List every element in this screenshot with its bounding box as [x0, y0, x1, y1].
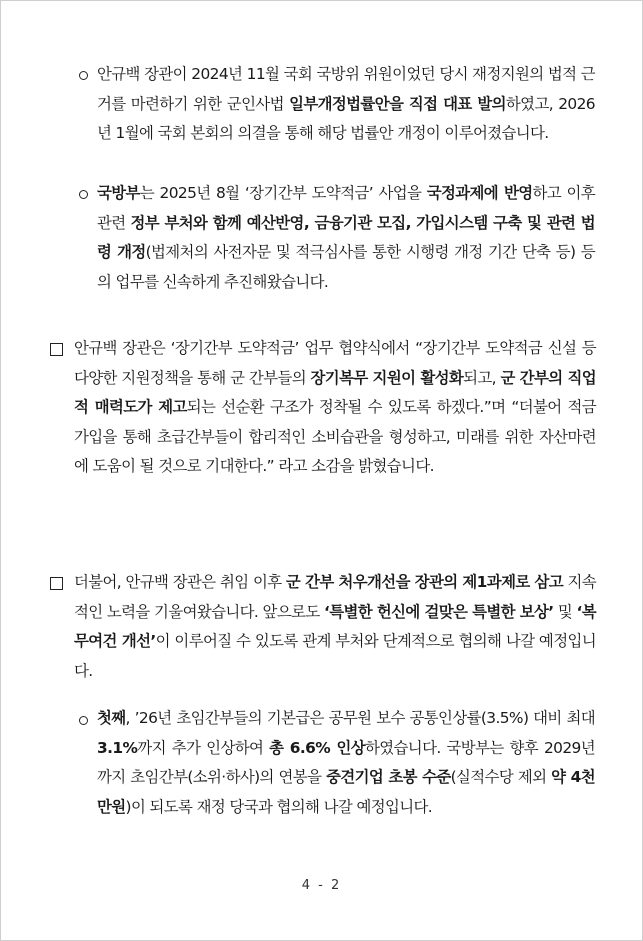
bold-text-run: 군 간부 처우개선을 장관의 제1과제로 삼고 — [285, 573, 564, 591]
text-run: , ’26년 초임간부들의 기본급은 공무원 보수 공통인상률(3.5%) 대비 최대 — [125, 709, 595, 727]
page-number: 4 - 2 — [301, 878, 342, 893]
circle-bullet — [79, 71, 88, 80]
bold-text-run: 3.1% — [97, 738, 138, 757]
bold-text-run: 총 6.6% 인상 — [269, 738, 365, 757]
text-run: (실적수당 제외 — [450, 768, 552, 787]
text-run: 하고 이후 관련 — [97, 184, 595, 232]
square-bullet — [50, 343, 63, 356]
text-run: 는 2025년 8월 ‘장기간부 도약적금’ 사업을 — [139, 184, 427, 202]
text-run: (법제처의 사전자문 및 적극심사를 통한 시행령 개정 기간 단축 등) 등의 업무를 신속하게 추진해왔습니다. — [97, 243, 595, 291]
bold-text-run: 군 간부의 직업적 매력도가 제고 — [74, 368, 596, 417]
bold-text-run: ‘특별한 헌신에 걸맞은 특별한 보상’ — [323, 602, 554, 621]
bold-text-run: 약 4천만원 — [97, 768, 595, 816]
text-run: 더불어, 안규백 장관은 취임 이후 — [74, 573, 286, 591]
section-paragraph — [74, 568, 596, 686]
bold-text-run: 국정과제에 반영 — [426, 184, 533, 202]
circle-bullet — [79, 190, 88, 199]
bold-text-run: 국방부 — [97, 184, 140, 202]
text-run: )이 되도록 재정 당국과 협의해 나갈 예정입니다. — [125, 797, 433, 816]
bold-text-run: ‘복무여건 개선’ — [74, 602, 596, 651]
bold-text-run: 정부 부처와 함께 예산반영, 금융기관 모집, 가입시스템 구축 및 관련 법령 개정 — [97, 213, 596, 262]
bullet-paragraph — [97, 60, 595, 149]
bullet-paragraph — [97, 704, 595, 822]
section-paragraph — [74, 334, 596, 482]
bold-text-run: 장기복무 지원이 활성화 — [310, 368, 464, 387]
text-run: 되고, — [463, 368, 501, 387]
text-run: 안규백 장관은 ‘장기간부 도약적금’ 업무 협약식에서 “장기간부 도약적금 신설 등 다양한 지원정책을 통해 군 간부들의 — [74, 339, 596, 387]
bold-text-run: 일부개정법률안을 직접 대표 발의 — [289, 94, 506, 113]
square-bullet — [50, 577, 63, 590]
text-run: 하였고, 2026년 1월에 국회 본회의 의결을 통해 해당 법률안 개정이 이루어졌습니다. — [97, 94, 595, 143]
circle-bullet — [79, 716, 88, 725]
text-run: 지속적인 노력을 기울여왔습니다. 앞으로도 — [74, 573, 596, 621]
text-run: 되는 선순환 구조가 정착될 수 있도록 하겠다.”며 “더불어 적금 가입을 통해 초급간부들이 합리적인 소비습관을 형성하고, 미래를 위한 자산마련에 도움이 될 것으로 기대한다.” 라고 소감을 밝혔습니다. — [74, 398, 597, 476]
text-run: 까지 추가 인상하여 — [137, 738, 270, 757]
text-run: 하였습니다. 국방부는 향후 2029년까지 초임간부(소위·하사)의 연봉을 — [97, 738, 595, 787]
text-run: 안규백 장관이 2024년 11월 국회 국방위 위원이었던 당시 재정지원의 법적 근거를 마련하기 위한 군인사법 — [97, 65, 595, 113]
text-run: 및 — [553, 602, 577, 621]
bullet-paragraph — [97, 179, 595, 297]
text-run: 이 이루어질 수 있도록 관계 부처와 단계적으로 협의해 나갈 예정입니다. — [74, 632, 597, 680]
bold-text-run: 첫째 — [97, 709, 126, 727]
bold-text-run: 중견기업 초봉 수준 — [326, 768, 451, 787]
